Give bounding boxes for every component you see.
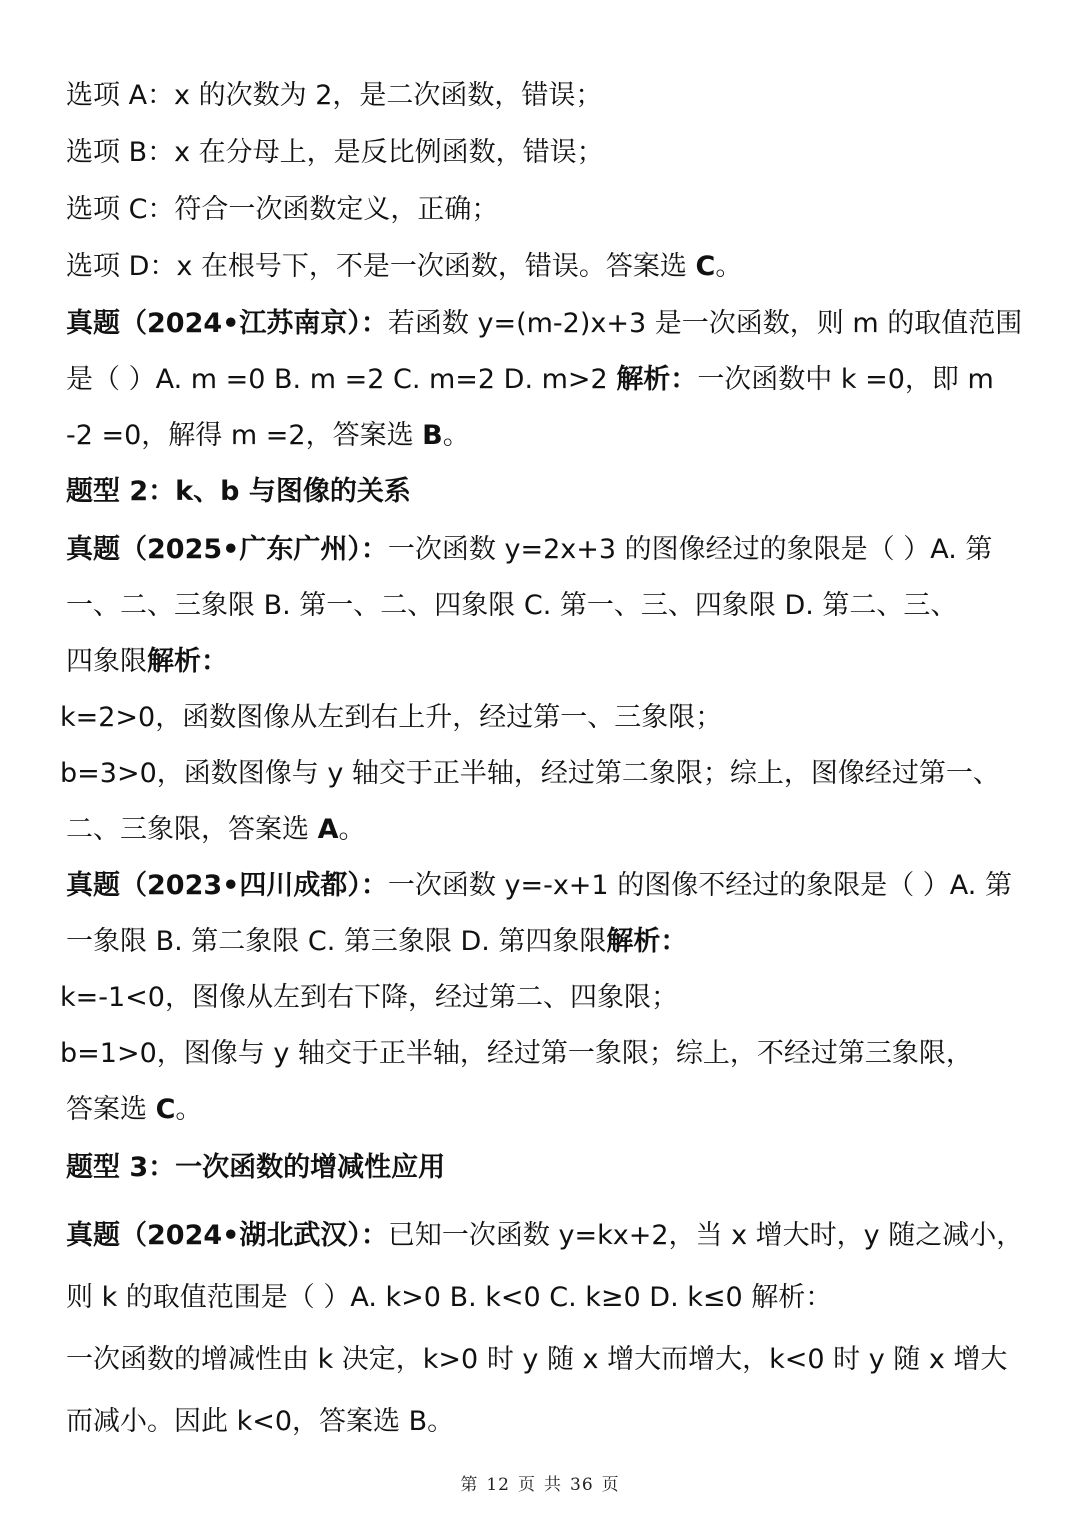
text-line <box>66 642 1020 682</box>
option-c-text: 选项 C：符合一次函数定义，正确； <box>66 194 499 225</box>
question-text: 四象限 <box>66 646 147 677</box>
section-heading <box>66 472 1020 512</box>
question-text: 是（ ）A. m =0 B. m =2 C. m=2 D. m>2 <box>66 364 617 395</box>
analysis-text: 一次函数的增减性由 k 决定，k>0 时 y 随 x 增大而增大，k<0 时 y 随 x 增大 <box>66 1344 1008 1375</box>
footer-page-word: 页 <box>518 1475 536 1495</box>
analysis-text: 二、三象限，答案选 <box>66 814 318 845</box>
option-b-text: 选项 B：x 在分母上，是反比例函数，错误； <box>66 137 604 168</box>
question-text: 已知一次函数 y=kx+2，当 x 增大时，y 随之减小， <box>387 1220 1024 1251</box>
option-d-text: 选项 D：x 在根号下，不是一次函数，错误。答案选 <box>66 251 696 282</box>
analysis-text: b=1>0，图像与 y 轴交于正半轴，经过第一象限；综上，不经过第三象限， <box>60 1038 973 1069</box>
text-line <box>60 698 1020 738</box>
footer-suffix: 页 <box>601 1475 620 1495</box>
footer-total-word: 共 <box>544 1475 562 1495</box>
question-source-label: 真题（2024•江苏南京）： <box>66 308 388 339</box>
text-line <box>66 1402 1020 1442</box>
footer-prefix: 第 <box>460 1475 479 1495</box>
text-line <box>66 416 1020 456</box>
answer-letter: C <box>695 251 716 282</box>
text-line <box>66 1216 1024 1256</box>
text-line <box>66 360 1020 400</box>
analysis-text: 一次函数中 k =0，即 m <box>697 364 994 395</box>
text-line <box>66 76 1020 116</box>
analysis-label: 解析： <box>147 646 228 677</box>
analysis-label: 解析： <box>616 364 698 395</box>
text-line <box>66 304 1023 344</box>
analysis-text: 而减小。因此 k<0，答案选 B。 <box>66 1406 455 1437</box>
question-text: 一象限 B. 第二象限 C. 第三象限 D. 第四象限 <box>66 926 607 957</box>
answer-letter: C <box>155 1094 176 1125</box>
analysis-text: b=3>0，函数图像与 y 轴交于正半轴，经过第二象限；综上，图像经过第一、 <box>60 758 1000 789</box>
analysis-text: k=2>0，函数图像从左到右上升，经过第一、三象限； <box>60 702 723 733</box>
question-text: 一次函数 y=-x+1 的图像不经过的象限是（ ）A. 第 <box>387 870 1012 901</box>
text-line <box>66 1090 1020 1130</box>
question-source-label: 真题（2025•广东广州）： <box>66 534 388 565</box>
total-pages: 36 <box>570 1475 594 1495</box>
text-line <box>60 754 1020 794</box>
option-a-text: 选项 A：x 的次数为 2，是二次函数，错误； <box>66 80 603 111</box>
text-line <box>66 190 1020 230</box>
question-text: 一次函数 y=2x+3 的图像经过的象限是（ ）A. 第 <box>387 534 993 565</box>
analysis-text: -2 =0，解得 m =2，答案选 <box>66 420 423 451</box>
punctuation: 。 <box>442 420 470 451</box>
text-line <box>66 1278 1020 1318</box>
question-source-label: 真题（2024•湖北武汉）： <box>66 1220 388 1251</box>
section-heading <box>66 1148 1020 1188</box>
section-heading-text: 题型 2：k、b 与图像的关系 <box>66 476 411 507</box>
text-line <box>66 922 1020 962</box>
text-line <box>66 810 1020 850</box>
answer-letter: A <box>317 814 339 845</box>
text-line <box>60 978 1020 1018</box>
page-footer <box>0 1470 1080 1495</box>
punctuation: 。 <box>338 814 366 845</box>
text-line <box>66 1340 1020 1380</box>
answer-letter: B <box>422 420 443 451</box>
page-number: 12 <box>486 1475 510 1495</box>
text-line <box>66 866 1020 906</box>
question-text: 一、二、三象限 B. 第一、二、四象限 C. 第一、三、四象限 D. 第二、三、 <box>66 590 958 621</box>
question-text: 若函数 y=(m-2)x+3 是一次函数，则 m 的取值范围 <box>387 308 1023 339</box>
section-heading-text: 题型 3：一次函数的增减性应用 <box>66 1152 446 1183</box>
punctuation: 。 <box>175 1094 203 1125</box>
analysis-label: 解析： <box>606 926 688 957</box>
question-source-label: 真题（2023•四川成都）： <box>66 870 388 901</box>
text-line <box>66 133 1020 173</box>
punctuation: 。 <box>715 251 743 282</box>
analysis-text: 答案选 <box>66 1094 156 1125</box>
text-line <box>66 530 1020 570</box>
text-line <box>66 586 1020 626</box>
text-line <box>60 1034 1020 1074</box>
text-line <box>66 247 1020 287</box>
analysis-text: k=-1<0，图像从左到右下降，经过第二、四象限； <box>60 982 678 1013</box>
question-text: 则 k 的取值范围是（ ）A. k>0 B. k<0 C. k≥0 D. k≤0 解析： <box>66 1282 833 1313</box>
